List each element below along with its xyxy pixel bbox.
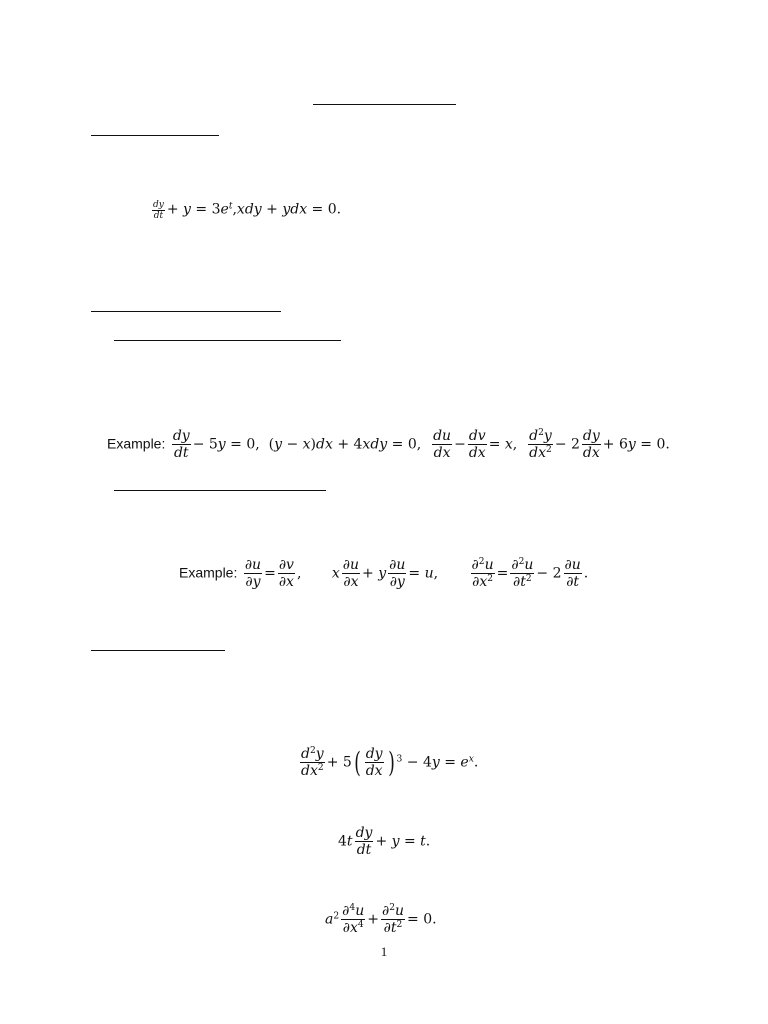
title-underline (313, 104, 456, 105)
ode-examples: Example: $\frac{dy}{dt}$ − 5y = 0, (y − x)dx + 4xdy = 0, $\frac{du}{dx}$ − $\frac{dv}{dx}$ = x, $\frac{d^2y}{dx^2}$ − 2 $\frac{dy}{dx}$ + 6y = 0. (107, 428, 670, 462)
subsection-heading-underline (114, 340, 341, 341)
equation-dy-dt-plus-y: $\frac{dy}{dt}$ + $y = 3e^t,xdy$ + ydx = 0. (153, 200, 342, 222)
equation-second-order: $\frac{d^2y}{dx^2}$ + 5( $\frac{dy}{dx}$ ) $^3 - 4y = e^x$. (301, 745, 479, 780)
page-number: 1 (380, 944, 388, 959)
subsection-heading-underline-2 (114, 490, 326, 491)
pde-examples: Example: $\frac{\partial u}{\partial y}$ = $\frac{\partial v}{\partial x}$ , x $\frac{\partial u}{\partial x}$ + y $\frac{\partial u}{\partial y}$ = u, $\frac{\partial^2u}{\partial x^2}$ = $\frac{\partial^2u}{\partial t^2}$ − 2 $\frac{\partial u}{\partial t}$ . (179, 557, 589, 591)
equation-first-order: 4t $\frac{dy}{dt}$ + y = t. (338, 825, 431, 859)
section-heading-underline (91, 135, 219, 136)
example-label: Example: (107, 435, 166, 452)
section-heading-underline-2 (91, 311, 281, 312)
equation-fourth-order: $a^2$ $\frac{\partial^4u}{\partial x^4}$ + $\frac{\partial^2u}{\partial t^2}$ = 0. (325, 903, 437, 937)
example-label-2: Example: (179, 564, 238, 581)
section-heading-underline-3 (91, 650, 225, 651)
